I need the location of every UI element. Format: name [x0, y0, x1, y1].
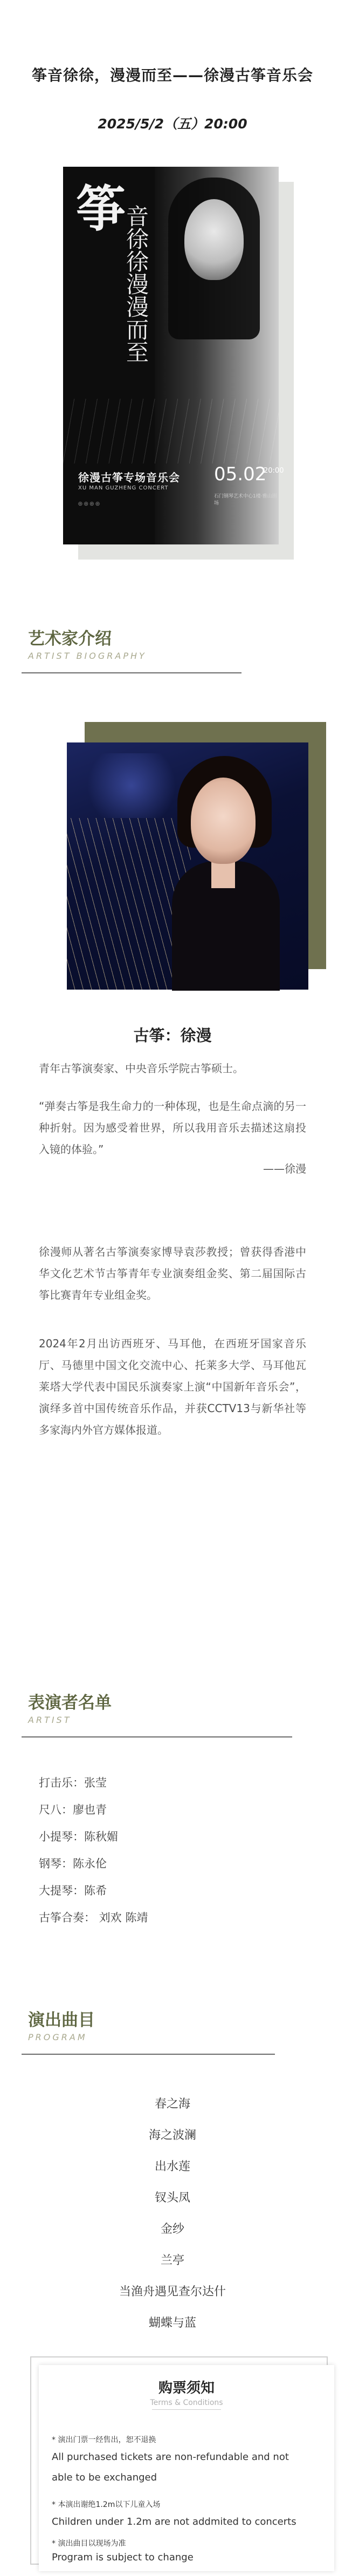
concert-poster-image [63, 167, 284, 544]
artist-section-title: 艺术家介绍 [28, 629, 112, 649]
notice-item-cn: * 本演出谢绝1.2m以下儿童入场 [52, 2500, 161, 2509]
program-item: 兰亭 [160, 2254, 184, 2267]
notice-title: 购票须知 [158, 2380, 215, 2396]
poster-zither-strings [63, 399, 279, 464]
performers-section-title: 表演者名单 [28, 1693, 112, 1713]
artist-quote: “弹奏古筝是我生命力的一种体现，也是生命点滴的另一种折射。因为感受着世界，所以我用音乐去描述这扇投入镜的体验。” [39, 1100, 306, 1156]
poster-calligraphy-small [122, 205, 149, 377]
poster-venue: 石门钢琴艺术中心1楼·雅山剧场 [214, 494, 277, 506]
poster-logos: ◎ ◎ ◎ ◎ [78, 501, 100, 507]
notice-item-cn: * 演出门票一经售出，恕不退换 [52, 2436, 156, 2444]
poster-calligraphy-big: 筝 [76, 180, 126, 238]
artist-bio-paragraph-2: 2024年2月出访西班牙、马耳他，在西班牙国家音乐厅、马德里中国文化交流中心、托莱多大学、马耳他瓦莱塔大学代表中国民乐演奏家上演“中国新年音乐会”，演绎多首中国传统音乐作品，并获CCTV13与新华社等多家海内外官方媒体报道。 [39, 1337, 306, 1436]
poster-date: 05.02 [214, 464, 267, 485]
program-item: 海之波澜 [148, 2129, 196, 2142]
program-item: 当渔舟遇见查尔达什 [119, 2285, 226, 2299]
program-item: 蝴蝶与蓝 [148, 2316, 196, 2330]
artist-bio-paragraph-1: 徐漫师从著名古筝演奏家博导袁莎教授；曾获得香港中华文化艺术节古筝青年专业演奏组金奖、第二届国际古筝比赛青年专业组金奖。 [39, 1245, 306, 1301]
program-item: 钗头凤 [154, 2191, 190, 2205]
program-section-title: 演出曲目 [28, 2011, 95, 2030]
performer-row: 大提琴：陈希 [39, 1884, 107, 1897]
notice-item-en: Program is subject to change [52, 2552, 194, 2563]
notice-item-cn: * 演出曲目以现场为准 [52, 2539, 126, 2548]
photo-face-shape [191, 778, 256, 864]
program-item: 金纱 [160, 2223, 184, 2236]
artist-section-subtitle: ARTIST BIOGRAPHY [28, 651, 147, 661]
performer-row: 古筝合奏： 刘欢 陈靖 [39, 1911, 148, 1924]
notice-subtitle: Terms & Conditions [150, 2398, 223, 2407]
section-divider [22, 2054, 275, 2055]
artist-photo [67, 742, 308, 990]
notice-item-en: All purchased tickets are non-refundable and not able to be exchanged [52, 2451, 289, 2483]
program-item: 出水莲 [154, 2160, 190, 2173]
performer-row: 小提琴：陈秋媚 [39, 1830, 118, 1843]
program-section-subtitle: PROGRAM [28, 2032, 87, 2042]
notice-card [39, 2365, 334, 2571]
poster-calligraphy [76, 180, 126, 238]
photo-light-flare [78, 753, 185, 818]
notice-item-en: Children under 1.2m are not addmited to concerts [52, 2516, 296, 2527]
poster-time: 20:00 [264, 467, 284, 475]
poster-title-en: XU MAN GUZHENG CONCERT [78, 485, 169, 491]
performer-row: 钢琴：陈永伦 [39, 1857, 107, 1870]
section-divider [22, 1736, 292, 1737]
poster-face-shape [184, 199, 244, 280]
performer-row: 尺八：廖也青 [39, 1803, 107, 1816]
quote-signature: ——徐漫 [263, 1162, 306, 1175]
artist-name: 古筝：徐漫 [133, 1026, 212, 1045]
performers-section-subtitle: ARTIST [28, 1715, 72, 1725]
poster-title-cn: 徐漫古筝专场音乐会 [78, 471, 180, 484]
artist-intro: 青年古筝演奏家、中央音乐学院古筝硕士。 [39, 1062, 244, 1075]
performer-row: 打击乐：张莹 [39, 1776, 107, 1789]
program-item: 春之海 [154, 2097, 190, 2111]
section-divider [22, 672, 242, 673]
notice-title-underline [152, 2409, 221, 2410]
concert-date: 2025/5/2（五）20:00 [98, 116, 247, 132]
page-title: 筝音徐徐，漫漫而至——徐漫古筝音乐会 [31, 66, 313, 84]
poster-calligraphy-small-text: 音徐徐漫漫而至 [123, 205, 149, 363]
